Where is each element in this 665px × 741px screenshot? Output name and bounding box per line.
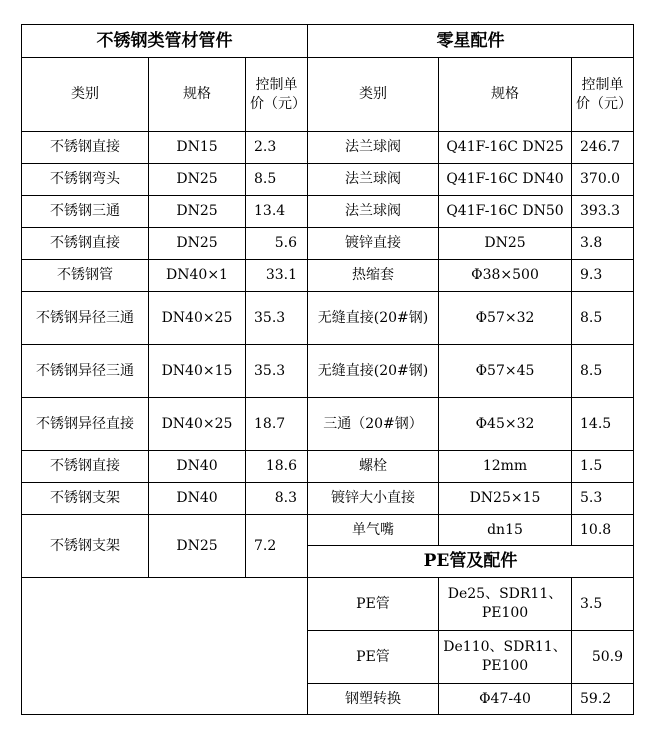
left-spec-cell: DN25 <box>149 196 246 228</box>
right-header-spec: 规格 <box>439 58 572 132</box>
right-price-cell: 1.5 <box>572 451 634 483</box>
left-category-cell: 不锈钢直接 <box>22 228 149 260</box>
right-spec-cell: DN25×15 <box>439 483 572 515</box>
table-row <box>22 398 634 451</box>
left-price-cell: 7.2 <box>246 515 308 578</box>
right-spec-cell: Φ45×32 <box>439 398 572 451</box>
left-category-cell: 不锈钢异径三通 <box>22 345 149 398</box>
left-spec-cell: DN40×15 <box>149 345 246 398</box>
table-row <box>22 292 634 345</box>
right-header-price: 控制单价（元） <box>572 58 634 132</box>
table-row <box>22 578 634 631</box>
right-spec-cell: Q41F-16C DN25 <box>439 132 572 164</box>
left-category-cell: 不锈钢弯头 <box>22 164 149 196</box>
right-section-title: 零星配件 <box>308 25 634 58</box>
left-spec-cell: DN25 <box>149 164 246 196</box>
left-spec-cell: DN40×25 <box>149 398 246 451</box>
left-category-cell: 不锈钢直接 <box>22 132 149 164</box>
pe-price-cell: 59.2 <box>572 684 634 715</box>
left-spec-cell: DN25 <box>149 515 246 578</box>
pe-category-cell: PE管 <box>308 578 439 631</box>
left-header-price: 控制单价（元） <box>246 58 308 132</box>
pe-spec-cell: Φ47-40 <box>439 684 572 715</box>
left-category-cell: 不锈钢直接 <box>22 451 149 483</box>
pe-section-title: PE管及配件 <box>308 546 634 578</box>
left-section-title: 不锈钢类管材管件 <box>22 25 308 58</box>
right-price-cell: 14.5 <box>572 398 634 451</box>
right-category-cell: 螺栓 <box>308 451 439 483</box>
price-table <box>21 24 634 715</box>
left-price-cell: 33.1 <box>246 260 308 292</box>
right-category-cell: 镀锌直接 <box>308 228 439 260</box>
pe-category-cell: 钢塑转换 <box>308 684 439 715</box>
left-header-category: 类别 <box>22 58 149 132</box>
right-category-cell: 无缝直接(20#钢) <box>308 345 439 398</box>
right-price-cell: 10.8 <box>572 515 634 546</box>
right-price-cell: 9.3 <box>572 260 634 292</box>
left-spec-cell: DN40 <box>149 483 246 515</box>
left-spec-cell: DN25 <box>149 228 246 260</box>
left-price-cell: 2.3 <box>246 132 308 164</box>
left-price-cell: 18.7 <box>246 398 308 451</box>
right-spec-cell: Q41F-16C DN40 <box>439 164 572 196</box>
right-price-cell: 393.3 <box>572 196 634 228</box>
left-category-cell: 不锈钢支架 <box>22 483 149 515</box>
left-spec-cell: DN40×1 <box>149 260 246 292</box>
right-price-cell: 8.5 <box>572 345 634 398</box>
left-spec-cell: DN15 <box>149 132 246 164</box>
table-row <box>22 515 634 546</box>
left-price-cell: 8.5 <box>246 164 308 196</box>
right-spec-cell: dn15 <box>439 515 572 546</box>
right-price-cell: 246.7 <box>572 132 634 164</box>
right-spec-cell: 12mm <box>439 451 572 483</box>
right-price-cell: 8.5 <box>572 292 634 345</box>
right-category-cell: 法兰球阀 <box>308 164 439 196</box>
pe-spec-cell: De25、SDR11、PE100 <box>439 578 572 631</box>
left-category-cell: 不锈钢管 <box>22 260 149 292</box>
right-spec-cell: Q41F-16C DN50 <box>439 196 572 228</box>
right-category-cell: 三通（20#钢） <box>308 398 439 451</box>
table-row <box>22 345 634 398</box>
left-price-cell: 35.3 <box>246 345 308 398</box>
left-price-cell: 8.3 <box>246 483 308 515</box>
right-category-cell: 镀锌大小直接 <box>308 483 439 515</box>
left-price-cell: 35.3 <box>246 292 308 345</box>
right-price-cell: 370.0 <box>572 164 634 196</box>
right-category-cell: 热缩套 <box>308 260 439 292</box>
right-spec-cell: Φ57×45 <box>439 345 572 398</box>
right-price-cell: 5.3 <box>572 483 634 515</box>
right-price-cell: 3.8 <box>572 228 634 260</box>
right-spec-cell: Φ38×500 <box>439 260 572 292</box>
right-category-cell: 无缝直接(20#钢) <box>308 292 439 345</box>
left-spec-cell: DN40×25 <box>149 292 246 345</box>
empty-cell <box>22 578 308 715</box>
right-header-category: 类别 <box>308 58 439 132</box>
left-price-cell: 13.4 <box>246 196 308 228</box>
left-price-cell: 18.6 <box>246 451 308 483</box>
left-category-cell: 不锈钢异径直接 <box>22 398 149 451</box>
left-category-cell: 不锈钢支架 <box>22 515 149 578</box>
pe-spec-cell: De110、SDR11、PE100 <box>439 631 572 684</box>
right-category-cell: 法兰球阀 <box>308 132 439 164</box>
right-category-cell: 法兰球阀 <box>308 196 439 228</box>
pe-price-cell: 3.5 <box>572 578 634 631</box>
pe-category-cell: PE管 <box>308 631 439 684</box>
table-row <box>22 164 634 196</box>
table-row <box>22 260 634 292</box>
left-category-cell: 不锈钢三通 <box>22 196 149 228</box>
table-row <box>22 483 634 515</box>
left-spec-cell: DN40 <box>149 451 246 483</box>
left-category-cell: 不锈钢异径三通 <box>22 292 149 345</box>
pe-price-cell: 50.9 <box>572 631 634 684</box>
left-price-cell: 5.6 <box>246 228 308 260</box>
right-spec-cell: DN25 <box>439 228 572 260</box>
table-row <box>22 132 634 164</box>
table-row <box>22 451 634 483</box>
right-spec-cell: Φ57×32 <box>439 292 572 345</box>
table-row <box>22 228 634 260</box>
left-header-spec: 规格 <box>149 58 246 132</box>
table-row <box>22 196 634 228</box>
right-category-cell: 单气嘴 <box>308 515 439 546</box>
